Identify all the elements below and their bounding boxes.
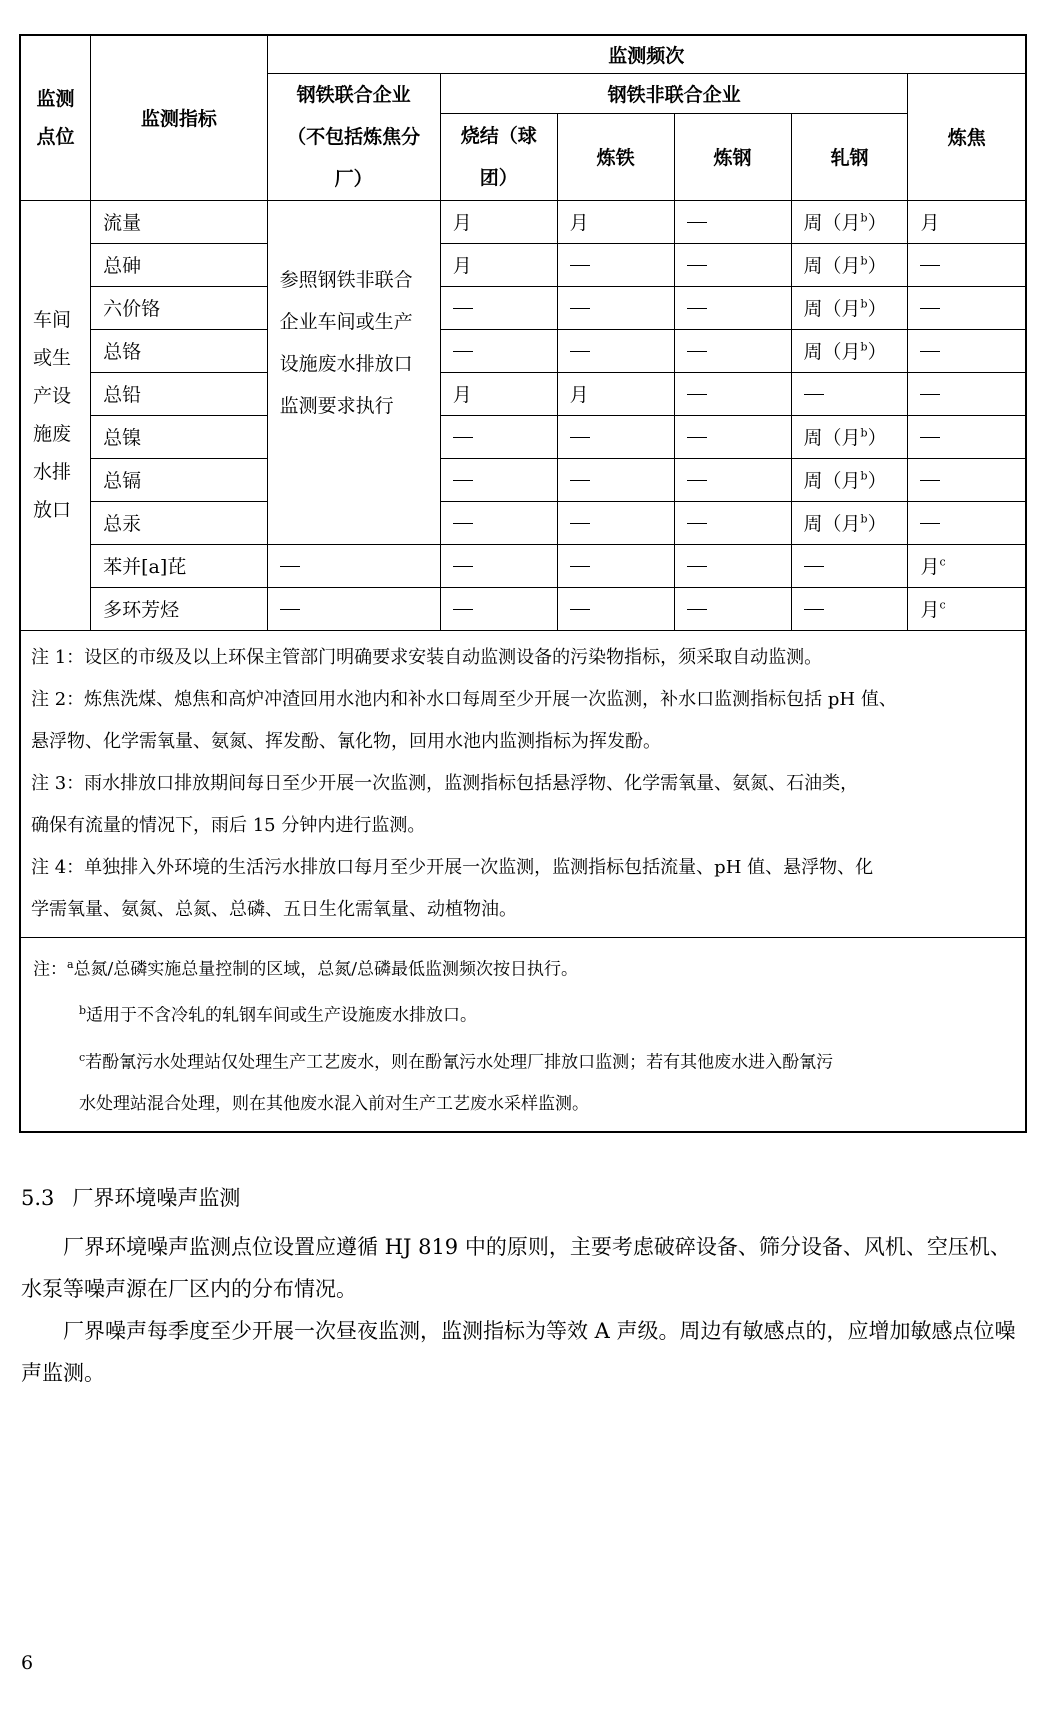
- note-line: 注 2：炼焦洗煤、熄焦和高炉冲渣回用水池内和补水口每周至少开展一次监测，补水口监测指标包括 pH 值、: [31, 688, 897, 710]
- dash-mark: [920, 480, 940, 481]
- table-row: [20, 372, 1026, 415]
- footnote-mark: b: [860, 512, 868, 526]
- dash-mark: [804, 609, 824, 610]
- footnote-prefix: 注：: [33, 959, 67, 980]
- header-ironmaking: 炼铁: [557, 114, 674, 200]
- table-row: [20, 200, 1026, 243]
- note-line: 注 3：雨水排放口排放期间每日至少开展一次监测，监测指标包括悬浮物、化学需氧量、氨氮、石油类，: [31, 772, 859, 794]
- cell-value: 周（月: [803, 298, 861, 320]
- steelmaking-cell: [674, 415, 791, 458]
- ironmaking-cell: [557, 329, 674, 372]
- dash-mark: [570, 308, 590, 309]
- dash-mark: [920, 437, 940, 438]
- monitoring-frequency-table: [19, 34, 1027, 1133]
- header-indicator: 监测指标: [91, 35, 267, 200]
- dash-mark: [453, 609, 473, 610]
- footnote-mark: b: [860, 211, 868, 225]
- header-integrated: 钢铁联合企业（不包括炼焦分厂）: [267, 73, 440, 200]
- cell-value: 周（月: [803, 341, 861, 363]
- sintering-cell: [440, 458, 557, 501]
- dash-mark: [687, 609, 707, 610]
- footnote-c-text: 若酚氰污水处理站仅处理生产工艺废水，则在酚氰污水处理厂排放口监测；若有其他废水进入酚氰污: [85, 1052, 834, 1073]
- note-line: 学需氧量、氨氮、总氮、总磷、五日生化需氧量、动植物油。: [31, 898, 517, 920]
- dash-mark: [920, 523, 940, 524]
- dash-mark: [453, 437, 473, 438]
- dash-mark: [570, 437, 590, 438]
- steelmaking-cell: [674, 501, 791, 544]
- sintering-cell: [440, 501, 557, 544]
- indicator-cell: 流量: [91, 200, 267, 243]
- sintering-cell: [440, 372, 557, 415]
- header-coking: 炼焦: [908, 73, 1026, 200]
- rolling-cell: [791, 415, 908, 458]
- cell-value: 周（月: [803, 470, 861, 492]
- header-frequency: 监测频次: [267, 35, 1026, 73]
- dash-mark: [453, 523, 473, 524]
- table-row: [20, 458, 1026, 501]
- section-title: 厂界环境噪声监测: [72, 1186, 241, 1210]
- ironmaking-cell: [557, 544, 674, 587]
- table-row: [20, 544, 1026, 587]
- dash-mark: [570, 480, 590, 481]
- dash-mark: [687, 437, 707, 438]
- sintering-cell: [440, 544, 557, 587]
- coking-cell: [908, 587, 1026, 630]
- table-row: [20, 286, 1026, 329]
- dash-mark: [804, 394, 824, 395]
- cell-value: 月: [452, 384, 472, 406]
- cell-value-tail: ）: [867, 341, 887, 363]
- cell-value: 月: [452, 212, 472, 234]
- cell-value-tail: ）: [867, 470, 887, 492]
- sintering-cell: [440, 587, 557, 630]
- cell-value: 月: [920, 556, 940, 578]
- integrated-reference-cell: 参照钢铁非联合企业车间或生产设施废水排放口监测要求执行: [267, 200, 440, 544]
- cell-value: 月: [569, 212, 589, 234]
- cell-value: 月: [569, 384, 589, 406]
- dash-mark: [570, 265, 590, 266]
- cell-value-tail: ）: [867, 298, 887, 320]
- ironmaking-cell: [557, 501, 674, 544]
- coking-cell: [908, 501, 1026, 544]
- coking-cell: [908, 286, 1026, 329]
- coking-cell: [908, 415, 1026, 458]
- cell-value: 周（月: [803, 255, 861, 277]
- location-cell: 车间或生产设施废水排放口: [20, 200, 91, 630]
- steelmaking-cell: [674, 243, 791, 286]
- indicator-cell: 总砷: [91, 243, 267, 286]
- footnote-mark: b: [860, 297, 868, 311]
- footnote-a-mark: a: [67, 957, 74, 971]
- coking-cell: [908, 544, 1026, 587]
- cell-value-tail: ）: [867, 255, 887, 277]
- header-steelmaking: 炼钢: [674, 114, 791, 200]
- header-rolling: 轧钢: [791, 114, 908, 200]
- cell-value: 月: [920, 212, 940, 234]
- dash-mark: [453, 480, 473, 481]
- indicator-cell: 总铅: [91, 372, 267, 415]
- header-location: 监测点位: [20, 35, 91, 200]
- note-line: 注 4：单独排入外环境的生活污水排放口每月至少开展一次监测，监测指标包括流量、pH 值、悬浮物、化: [31, 856, 874, 878]
- page-number: 6: [21, 1652, 34, 1674]
- section-paragraph-2: 厂界噪声每季度至少开展一次昼夜监测，监测指标为等效 A 声级。周边有敏感点的，应增加敏感点位噪声监测。: [21, 1319, 1016, 1385]
- rolling-cell: [791, 458, 908, 501]
- section-heading: [21, 1182, 240, 1212]
- sintering-cell: [440, 286, 557, 329]
- sintering-cell: [440, 415, 557, 458]
- cell-value-tail: ）: [867, 427, 887, 449]
- dash-mark: [280, 609, 300, 610]
- ironmaking-cell: [557, 243, 674, 286]
- footnote-mark: b: [860, 426, 868, 440]
- steelmaking-cell: [674, 200, 791, 243]
- table-row: [20, 415, 1026, 458]
- steelmaking-cell: [674, 544, 791, 587]
- footnote-c-cont: 水处理站混合处理，则在其他废水混入前对生产工艺废水采样监测。: [79, 1094, 589, 1115]
- cell-value: 月: [920, 599, 940, 621]
- dash-mark: [687, 480, 707, 481]
- note-line: 悬浮物、化学需氧量、氨氮、挥发酚、氰化物，回用水池内监测指标为挥发酚。: [31, 730, 661, 752]
- indicator-cell: 总铬: [91, 329, 267, 372]
- dash-mark: [570, 609, 590, 610]
- steelmaking-cell: [674, 372, 791, 415]
- cell-value: 周（月: [803, 427, 861, 449]
- table-row: [20, 501, 1026, 544]
- footnote-mark: b: [860, 254, 868, 268]
- dash-mark: [570, 523, 590, 524]
- dash-mark: [920, 308, 940, 309]
- steelmaking-cell: [674, 286, 791, 329]
- dash-mark: [687, 566, 707, 567]
- ironmaking-cell: [557, 286, 674, 329]
- table-body: [20, 200, 1026, 630]
- section-number: 5.3: [21, 1186, 55, 1210]
- note-line: 确保有流量的情况下，雨后 15 分钟内进行监测。: [31, 814, 426, 836]
- dash-mark: [687, 308, 707, 309]
- integrated-cell: [267, 587, 440, 630]
- dash-mark: [570, 351, 590, 352]
- indicator-cell: 多环芳烃: [91, 587, 267, 630]
- indicator-cell: 总汞: [91, 501, 267, 544]
- steelmaking-cell: [674, 458, 791, 501]
- dash-mark: [920, 351, 940, 352]
- dash-mark: [687, 523, 707, 524]
- footnote-mark: b: [860, 340, 868, 354]
- rolling-cell: [791, 286, 908, 329]
- cell-value-tail: ）: [867, 513, 887, 535]
- dash-mark: [687, 394, 707, 395]
- ironmaking-cell: [557, 458, 674, 501]
- dash-mark: [687, 222, 707, 223]
- table-row: [20, 329, 1026, 372]
- footnotes-cell: [20, 937, 1026, 1132]
- steelmaking-cell: [674, 329, 791, 372]
- indicator-cell: 苯并[a]芘: [91, 544, 267, 587]
- coking-cell: [908, 458, 1026, 501]
- table-row: [20, 587, 1026, 630]
- footnote-mark: b: [860, 469, 868, 483]
- footnote-a: [33, 944, 1013, 991]
- footnote-mark: c: [939, 555, 946, 569]
- coking-cell: [908, 243, 1026, 286]
- dash-mark: [687, 351, 707, 352]
- cell-value-tail: ）: [867, 212, 887, 234]
- dash-mark: [920, 265, 940, 266]
- indicator-cell: 总镉: [91, 458, 267, 501]
- rolling-cell: [791, 329, 908, 372]
- ironmaking-cell: [557, 415, 674, 458]
- rolling-cell: [791, 200, 908, 243]
- header-non-integrated: 钢铁非联合企业: [440, 73, 908, 114]
- dash-mark: [804, 566, 824, 567]
- cell-value: 周（月: [803, 212, 861, 234]
- cell-value: 月: [452, 255, 472, 277]
- coking-cell: [908, 372, 1026, 415]
- integrated-cell: [267, 544, 440, 587]
- footnote-a-text: 总氮/总磷实施总量控制的区域，总氮/总磷最低监测频次按日执行。: [73, 959, 579, 980]
- ironmaking-cell: [557, 587, 674, 630]
- footnote-b-mark: b: [79, 1004, 87, 1018]
- ironmaking-cell: [557, 372, 674, 415]
- ironmaking-cell: [557, 200, 674, 243]
- rolling-cell: [791, 501, 908, 544]
- steelmaking-cell: [674, 587, 791, 630]
- coking-cell: [908, 329, 1026, 372]
- dash-mark: [280, 566, 300, 567]
- dash-mark: [687, 265, 707, 266]
- sintering-cell: [440, 200, 557, 243]
- table-row: [20, 243, 1026, 286]
- dash-mark: [453, 351, 473, 352]
- rolling-cell: [791, 243, 908, 286]
- indicator-cell: 六价铬: [91, 286, 267, 329]
- note-line: 注 1：设区的市级及以上环保主管部门明确要求安装自动监测设备的污染物指标，须采取自动监测。: [31, 646, 823, 668]
- dash-mark: [453, 566, 473, 567]
- sintering-cell: [440, 243, 557, 286]
- footnote-b: [33, 990, 1013, 1037]
- footnote-b-text: 适用于不含冷轧的轧钢车间或生产设施废水排放口。: [86, 1005, 478, 1026]
- rolling-cell: [791, 587, 908, 630]
- footnote-c: [33, 1037, 1013, 1084]
- coking-cell: [908, 200, 1026, 243]
- dash-mark: [920, 394, 940, 395]
- header-sintering: 烧结（球团）: [440, 114, 557, 200]
- indicator-cell: 总镍: [91, 415, 267, 458]
- footnote-mark: c: [939, 598, 946, 612]
- notes-cell: [20, 630, 1026, 937]
- dash-mark: [570, 566, 590, 567]
- rolling-cell: [791, 372, 908, 415]
- sintering-cell: [440, 329, 557, 372]
- rolling-cell: [791, 544, 908, 587]
- section-paragraph-1: 厂界环境噪声监测点位设置应遵循 HJ 819 中的原则，主要考虑破碎设备、筛分设备、风机、空压机、水泵等噪声源在厂区内的分布情况。: [21, 1235, 1011, 1301]
- footnote-c-mark: c: [79, 1050, 86, 1064]
- dash-mark: [453, 308, 473, 309]
- cell-value: 周（月: [803, 513, 861, 535]
